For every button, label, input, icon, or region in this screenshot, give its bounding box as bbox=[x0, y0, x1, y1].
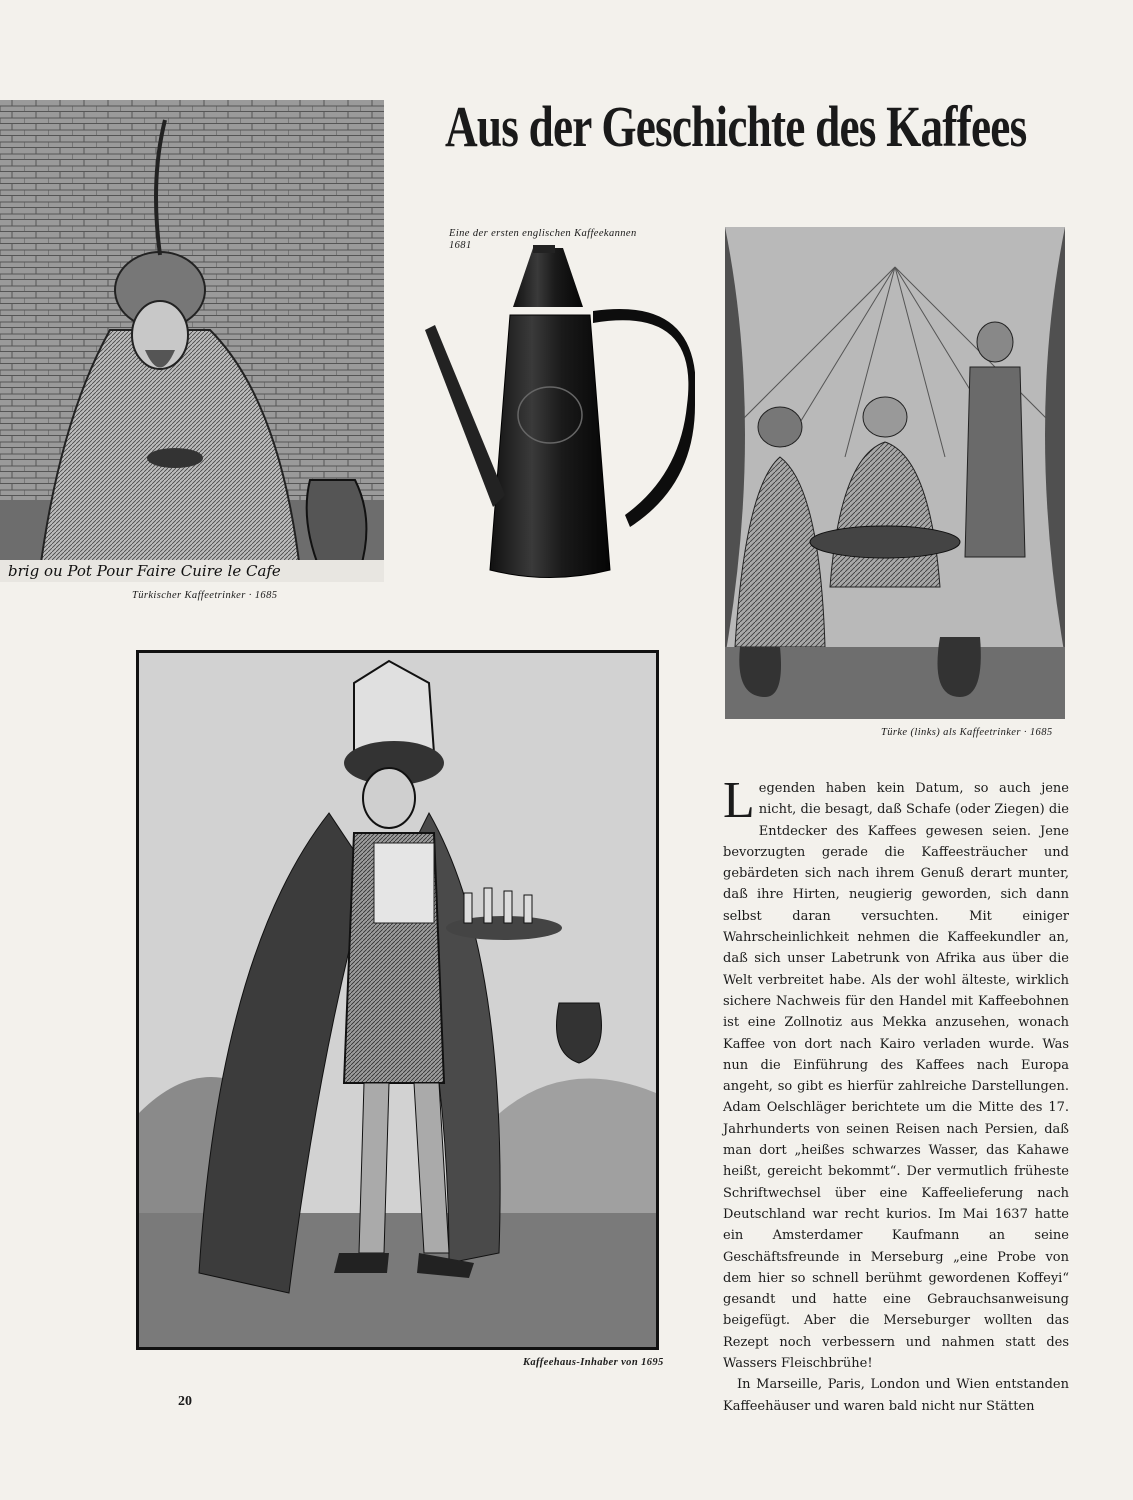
coffeehouse-owner-caption: Kaffeehaus-Inhaber von 1695 bbox=[523, 1357, 664, 1368]
coffee-pot-caption-line2: 1681 bbox=[449, 240, 472, 251]
article-paragraph-1-text: egenden haben kein Datum, so auch jene nicht, die besagt, daß Schafe (oder Ziegen) die Entdecker des Kaffees gewesen seien. Jene bevorzugten gerade die Kaffeesträucher und gebärdeten sich nach ihrem Genuß derart munter, daß ihre Hirten, neugierig geworden, sich dann selbst daran versuchten. Mit einiger Wahrscheinlichkeit nehmen die Kaffeekundler an, daß sich unser Labetrunk von Afrika aus über die Welt verbreitet habe. Als der wohl älteste, wirklich sichere Nachweis für den Handel mit Kaffeebohnen ist eine Zollnotiz aus Mekka anzusehen, wonach Kaffee von dort nach Kairo verladen wurde. Was nun die Einführung des Kaffees nach Europa angeht, so gibt es hierfür zahlreiche Darstellungen. Adam Oelschläger berichtete um die Mitte des 17. Jahrhunderts von seinen Reisen nach Persien, daß man dort „heißes schwarzes Wasser, das Kahawe heißt, gereicht bekommt“. Der vermutlich früheste Schriftwechsel über eine Kaffeelieferung nach Deutschland war recht kurios. Im Mai 1637 hatte ein Amsterdamer Kaufmann an seine Geschäftsfreunde in Merseburg „eine Probe von dem hier so schnell berühmt gewordenen Koffeyi“ gesandt und hatte eine Gebrauchsanweisung beigefügt. Aber die Merseburger wollten das Rezept noch verbessern und nahmen statt des Wassers Fleischbrühe! bbox=[723, 781, 1069, 1372]
article-paragraph-1 bbox=[723, 772, 1069, 1374]
coffee-pot-caption-line1: Eine der ersten englischen Kaffeekannen bbox=[449, 228, 637, 239]
article-body bbox=[723, 772, 1069, 1417]
three-drinkers-engraving bbox=[725, 227, 1065, 719]
coffee-pot-photo bbox=[425, 245, 695, 585]
page-number: 20 bbox=[178, 1394, 192, 1409]
page-title: Aus der Geschichte des Kaffees bbox=[445, 94, 1027, 159]
turkish-drinker-engraving bbox=[0, 100, 384, 582]
article-paragraph-2: In Marseille, Paris, London und Wien entstanden Kaffeehäuser und waren bald nicht nur Stätten bbox=[723, 1377, 1069, 1414]
coffeehouse-owner-illustration bbox=[139, 653, 656, 1347]
coffeehouse-owner-engraving bbox=[136, 650, 659, 1350]
turkish-drinker-caption: Türkischer Kaffeetrinker · 1685 bbox=[132, 590, 278, 601]
three-drinkers-caption: Türke (links) als Kaffeetrinker · 1685 bbox=[881, 727, 1053, 738]
three-drinkers-illustration bbox=[725, 227, 1065, 719]
turkish-drinker-illustration bbox=[0, 100, 384, 582]
drop-cap: L bbox=[723, 772, 755, 829]
coffee-pot-illustration bbox=[425, 245, 695, 585]
engraving-inscription: brig ou Pot Pour Faire Cuire le Cafe bbox=[8, 562, 281, 580]
